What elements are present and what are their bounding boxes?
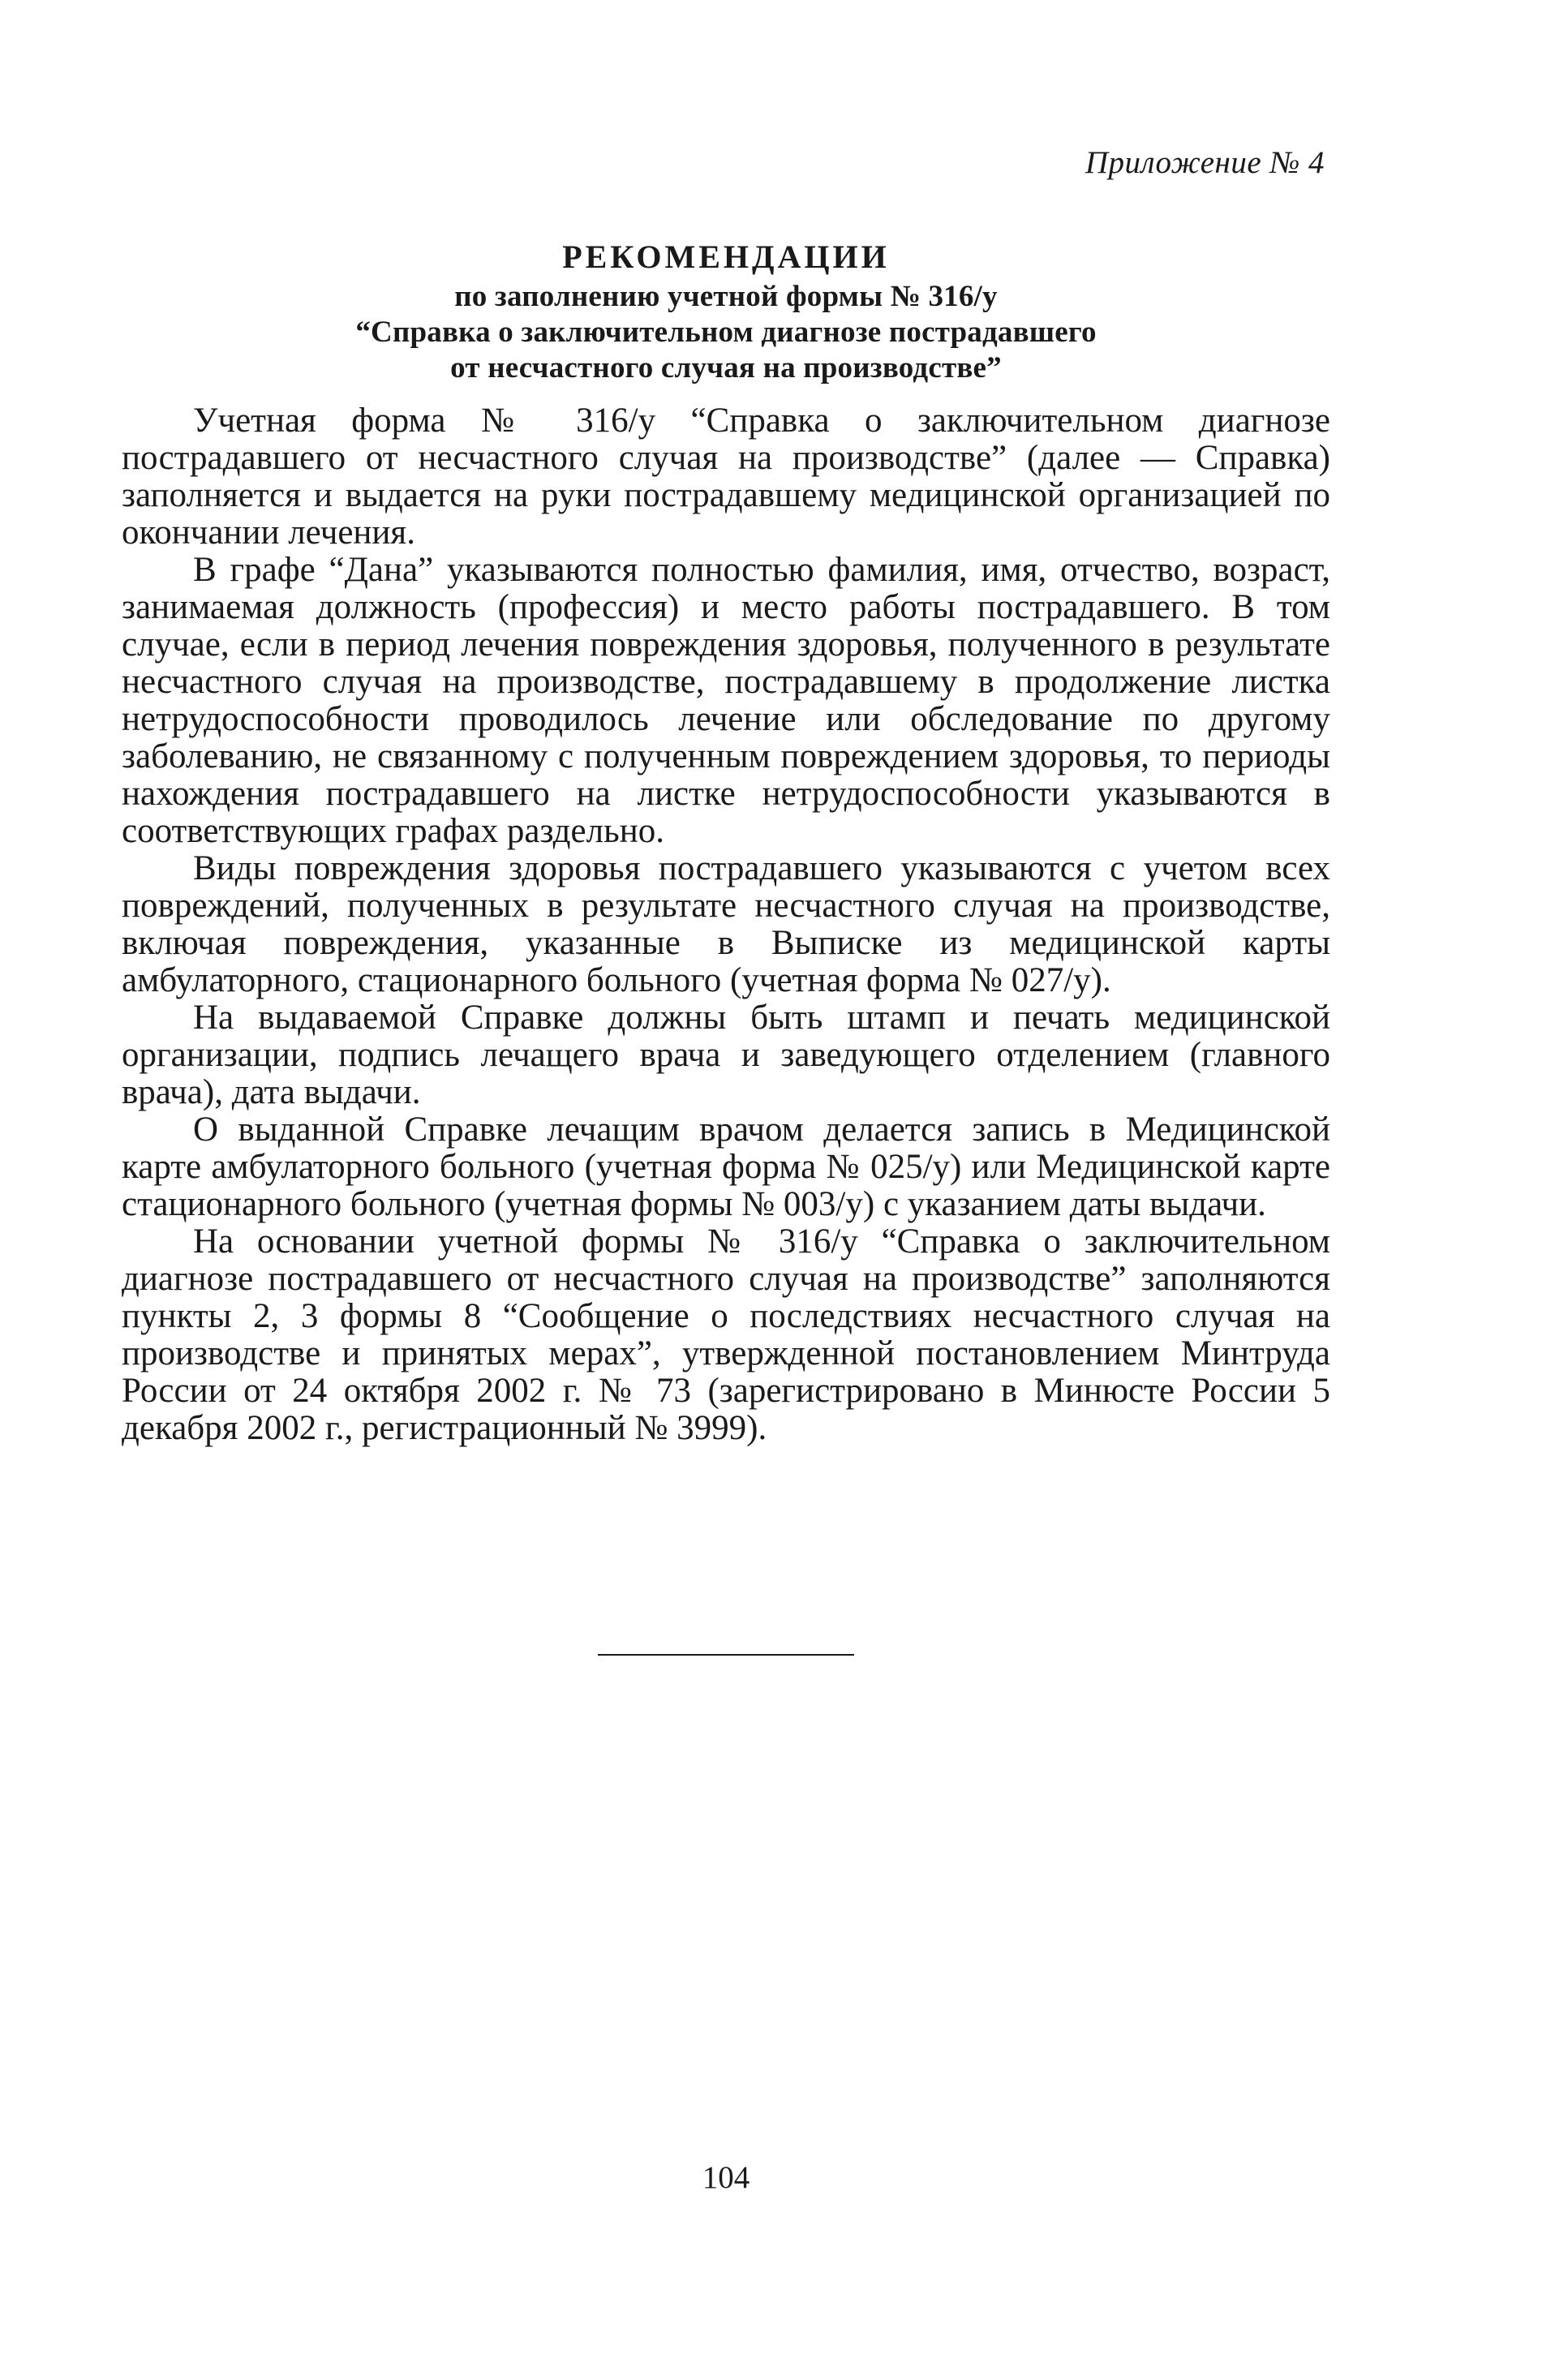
paragraph: В графе “Дана” указываются полностью фамилия, имя, отчество, возраст, занимаемая должность (профессия) и место работы пострадавшего. В том случае, если в период лечения повреждения здоровья, полученного в результате несчастного случая на производстве, пострадавшему в продолжение листка нетрудоспособности проводилось лечение или обследование по другому заболеванию, не связанному с полученным повреждением здоровья, то периоды нахождения пострадавшего на листке нетрудоспособности указываются в соответствующих графах раздельно. <box>122 551 1330 850</box>
paragraph: На выдаваемой Справке должны быть штамп и печать медицинской организации, подпись лечащего врача и заведующего отделением (главного врача), дата выдачи. <box>122 999 1330 1111</box>
paragraph: На основании учетной формы № 316/у “Справка о заключительном диагнозе пострадавшего от несчастного случая на производстве” заполняются пункты 2, 3 формы 8 “Сообщение о последствиях несчастного случая на производстве и принятых мерах”, утвержденной постановлением Минтруда России от 24 октября 2002 г. № 73 (зарегистрировано в Минюсте России 5 декабря 2002 г., регистрационный № 3999). <box>122 1222 1330 1447</box>
page-number: 104 <box>702 2160 750 2195</box>
body-text <box>122 402 1330 1447</box>
document-heading <box>122 235 1330 386</box>
paragraph: О выданной Справке лечащим врачом делается запись в Медицинской карте амбулаторного больного (учетная форма № 025/у) или Медицинской карте стационарного больного (учетная формы № 003/у) с указанием даты выдачи. <box>122 1111 1330 1223</box>
heading-title: РЕКОМЕНДАЦИИ <box>562 238 890 275</box>
paragraph: Виды повреждения здоровья пострадавшего указываются с учетом всех повреждений, полученных в результате несчастного случая на производстве, включая повреждения, указанные в Выписке из медицинской карты амбулаторного, стационарного больного (учетная форма № 027/у). <box>122 849 1330 999</box>
heading-line-2: “Справка о заключительном диагнозе пострадавшего <box>355 316 1097 349</box>
end-divider <box>598 1654 854 1656</box>
heading-line-1: по заполнению учетной формы № 316/у <box>454 280 998 313</box>
heading-line-3: от несчастного случая на производстве” <box>450 351 1002 384</box>
appendix-label: Приложение № 4 <box>1085 145 1325 180</box>
paragraph: Учетная форма № 316/у “Справка о заключительном диагнозе пострадавшего от несчастного случая на производстве” (далее — Справка) заполняется и выдается на руки пострадавшему медицинской организацией по окончании лечения. <box>122 402 1330 552</box>
